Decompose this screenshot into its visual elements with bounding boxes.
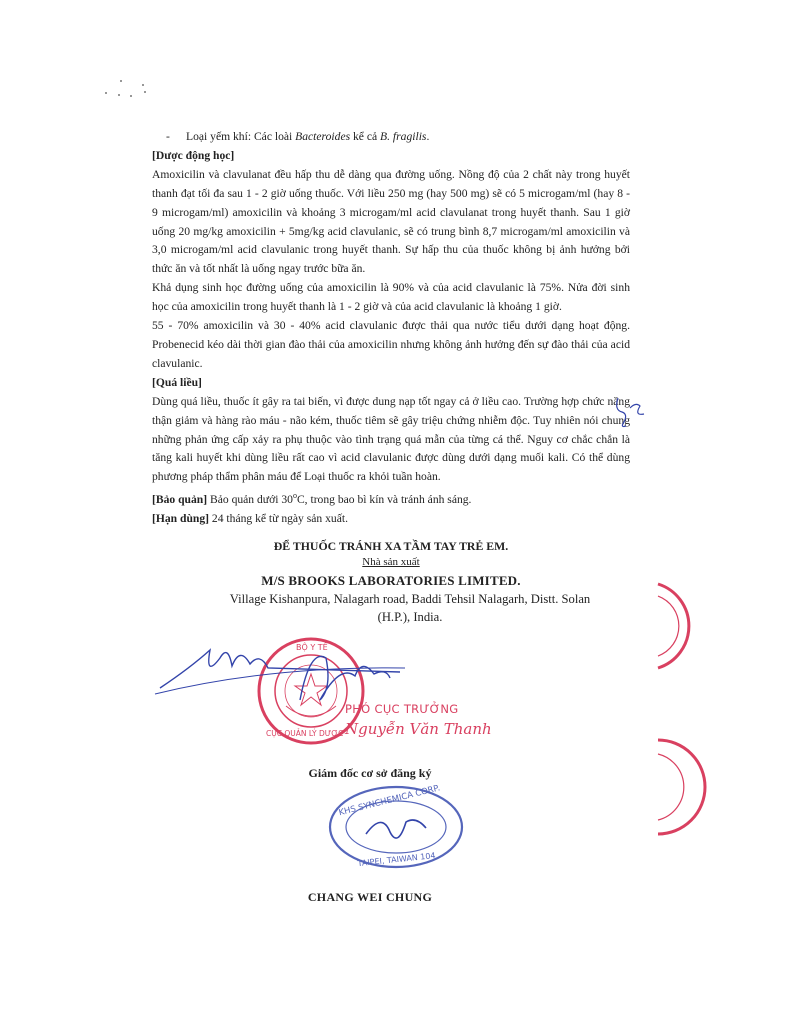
child-safety-warning: ĐỂ THUỐC TRÁNH XA TẦM TAY TRẺ EM.	[273, 539, 509, 553]
seal-ring-top: BỘ Y TẾ	[296, 643, 328, 652]
storage-heading: [Bảo quản]	[152, 493, 208, 507]
storage-line	[152, 487, 630, 510]
expiry-line	[152, 510, 630, 529]
storage-degree: o	[292, 491, 297, 501]
partial-seal-right-top	[650, 582, 700, 672]
expiry-heading: [Hạn dùng]	[152, 511, 210, 525]
pharmacokinetics-paragraph-3: 55 - 70% amoxicilin và 30 - 40% acid clavulanic được thải qua nước tiểu dưới dạng hoạt động. Probenecid kéo dài thời gian đào thải của amoxicilin nhưng không ảnh hưởng đến sự đào thải của acid clavulanic.	[152, 319, 630, 370]
deputy-director-title: PHÓ CỤC TRƯỞNG	[345, 702, 459, 716]
company-seal	[326, 782, 466, 872]
bullet-prefix: Loại yếm khí: Các loài	[186, 130, 296, 143]
deputy-director-name: Nguyễn Văn Thanh	[345, 720, 492, 738]
overdose-paragraph: Dùng quá liều, thuốc ít gây ra tai biến, vì được dung nạp tốt ngay cả ở liều cao. Trường hợp chức năng thận giảm và hàng rào máu - não kém, thuốc tiêm sẽ gây triệu chứng nhiễm độc. Tuy nhiên nói chung những phản ứng cấp xảy ra phụ thuộc vào tình trạng quá mẫn của từng cá thể. Nguy cơ chắc chắn là tăng kali huyết khi dùng liều rất cao vì acid clavulanic được dùng dưới dạng muối kali. Có thể dùng phương pháp thẩm phân máu để Loại thuốc ra khỏi tuần hoàn.	[152, 394, 630, 484]
bullet-anaerobes	[152, 128, 630, 147]
scan-speckles	[100, 78, 160, 108]
bullet-middle: kể cả	[350, 130, 381, 143]
bullet-species: B. fragilis	[380, 130, 427, 143]
pharmacokinetics-heading: [Dược động học]	[152, 148, 235, 162]
bullet-genus: Bacteroides	[295, 130, 351, 143]
expiry-text: 24 tháng kể từ ngày sản xuất.	[209, 511, 348, 525]
bullet-dash: -	[166, 130, 170, 143]
body-text	[152, 128, 630, 529]
pharmacokinetics-paragraph-2: Khả dụng sinh học đường uống của amoxicilin là 90% và của acid clavulanic là 75%. Nửa đời sinh học của amoxicilin trong huyết thanh là 1 - 2 giờ và của acid clavulanic là khoảng 1 giờ.	[152, 281, 630, 314]
pharmacokinetics-paragraph-1: Amoxicilin và clavulanat đều hấp thu dễ dàng qua đường uống. Nồng độ của 2 chất này trong huyết thanh đạt tối đa sau 1 - 2 giờ uống thuốc. Với liều 250 mg (hay 500 mg) sẽ có 5 microgam/ml (hay 8 - 9 microgam/ml) amoxicilin và khoảng 3 microgam/ml acid clavulanat trong huyết thanh. Sau 1 giờ uống 20 mg/kg amoxicilin + 5mg/kg acid clavulanic, sẽ có trung bình 8,7 microgam/ml amoxicilin và 3,0 microgam/ml acid clavulanic trong huyết thanh. Sự hấp thu của thuốc không bị ảnh hưởng bởi thức ăn và tốt nhất là uống ngay trước bữa ăn.	[152, 167, 630, 276]
seal-ring-bottom: CỤC QUẢN LÝ DƯỢC	[266, 729, 344, 738]
address-line-2: (H.P.), India.	[377, 610, 443, 624]
storage-text-after: C, trong bao bì kín và tránh ánh sáng.	[296, 493, 472, 507]
overdose-heading: [Quá liều]	[152, 375, 202, 389]
registrant-director-label: Giám đốc cơ sở đăng ký	[308, 766, 432, 780]
manufacturer-address	[190, 590, 630, 626]
company-seal-top-text: KHS SYNCHEMICA CORP.	[337, 783, 442, 819]
address-line-1: Village Kishanpura, Nalagarh road, Baddi Tehsil Nalagarh, Distt. Solan	[229, 592, 591, 606]
margin-initial-mark	[610, 392, 650, 432]
partial-seal-right-bottom	[650, 738, 700, 838]
storage-text-before: Bảo quản dưới 30	[207, 493, 293, 507]
company-seal-bottom-text: TAIPEI, TAIWAN 104	[357, 851, 436, 869]
manufacturer-name: M/S BROOKS LABORATORIES LIMITED.	[261, 573, 521, 588]
registrant-director-name: CHANG WEI CHUNG	[307, 890, 433, 904]
manufacturer-label: Nhà sản xuất	[362, 556, 420, 568]
bullet-suffix: .	[426, 130, 430, 143]
